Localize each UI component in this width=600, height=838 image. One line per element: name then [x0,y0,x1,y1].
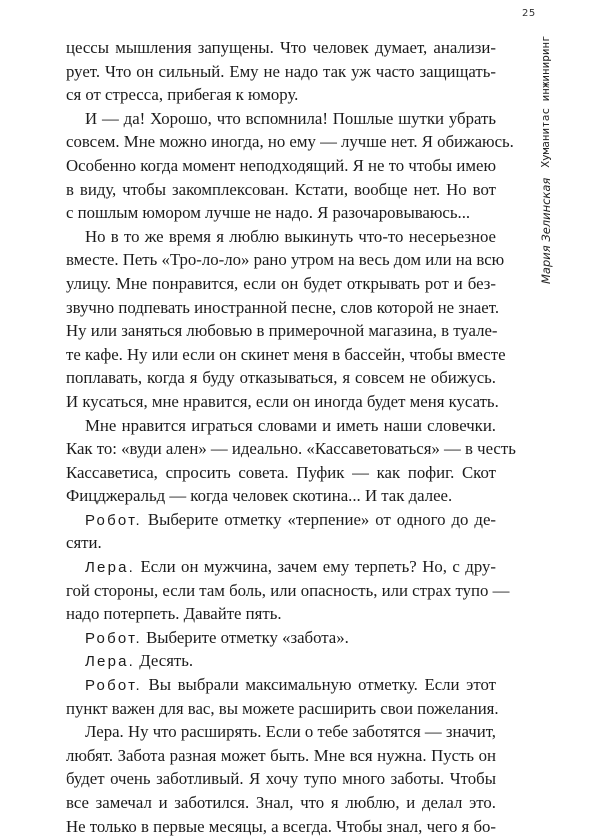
text-line: те кафе. Ну или если он скинет меня в бассейн, чтобы вместе [66,344,506,364]
text-line: совсем. Мне можно иногда, но ему — лучше нет. Я обижаюсь. [66,132,514,152]
dialogue-line: Лера. Десять. [85,651,194,671]
text-line: И кусаться, мне нравится, если он иногда будет меня кусать. [66,391,499,411]
text-line: сяти. [66,533,102,553]
dialogue-line: Робот. Выберите отметку «забота». [85,627,349,647]
paragraph-first-line: Мне нравится играться словами и иметь наши словечки. [85,415,496,435]
text-line: гой стороны, если там боль, или опасность, или страх тупо — [66,580,510,600]
text-line: звучно подпевать иностранной песне, слов которой не знает. [66,297,500,317]
text-line: пункт важен для вас, вы можете расширить свои пожелания. [66,698,499,718]
text-line: улицу. Мне понравится, если он будет открывать рот и без- [66,273,496,293]
page-number: 25 [522,8,536,19]
text-line: Кассаветиса, спросить совета. Пуфик — как пофиг. Скот [66,462,496,482]
running-head [539,34,553,284]
text-line: надо потерпеть. Давайте пять. [66,604,282,624]
text-line: будет очень заботливый. Я хочу тупо много заботы. Чтобы [66,769,496,789]
speaker-name: Лера. [85,653,136,671]
running-head-book-title: Хуманитас инжиниринг [539,35,552,168]
text-line: Особенно когда момент неподходящий. Я не то чтобы имею [66,155,496,175]
text-line: вместе. Петь «Тро-ло-ло» рано утром на весь дом или на всю [66,250,505,270]
dialogue-line: Робот. Выберите отметку «терпение» от одного до де- [85,509,496,529]
body-text [66,36,516,838]
speaker-name: Робот. [85,629,142,647]
text-line: поплавать, когда я буду отказываться, я совсем не обижусь. [66,368,496,388]
text-line: Фицджеральд — когда человек скотина... И так далее. [66,486,453,506]
text-line: Ну или заняться любовью в примерочной магазина, в туале- [66,321,498,341]
speaker-name: Робот. [85,677,142,695]
text-line: ся от стресса, прибегая к юмору. [66,85,299,105]
text-line: цессы мышления запущены. Что человек думает, анализи- [66,38,496,57]
dialogue-line: Лера. Если он мужчина, зачем ему терпеть? Но, с дру- [85,557,496,577]
paragraph-first-line: Но в то же время я люблю выкинуть что-то несерьезное [85,226,496,246]
text-line: рует. Что он сильный. Ему не надо так уж часто защищать- [66,61,496,81]
text-line: любят. Забота разная может быть. Мне вся нужна. Пусть он [66,745,496,765]
paragraph-first-line: Лера. Ну что расширять. Если о тебе заботятся — значит, [85,722,496,742]
text-line: с пошлым юмором лучше не надо. Я разочаровываюсь... [66,203,471,223]
running-head-author: Мария Зелинская [539,177,553,284]
text-line: Как то: «вуди ален» — идеально. «Кассаветоваться» — в честь [66,439,516,459]
speaker-name: Робот. [85,511,142,529]
text-line: все замечал и заботился. Знал, что я люблю, и делал это. [66,793,496,812]
speaker-name: Лера. [85,559,136,577]
paragraph-first-line: И — да! Хорошо, что вспомнила! Пошлые шутки убрать [85,108,496,128]
text-line: Не только в первые месяцы, а всегда. Чтобы знал, чего я бо- [66,816,496,836]
dialogue-line: Робот. Вы выбрали максимальную отметку. Если этот [85,675,496,695]
text-line: в виду, чтобы закомплексован. Кстати, вообще нет. Но вот [66,179,496,199]
